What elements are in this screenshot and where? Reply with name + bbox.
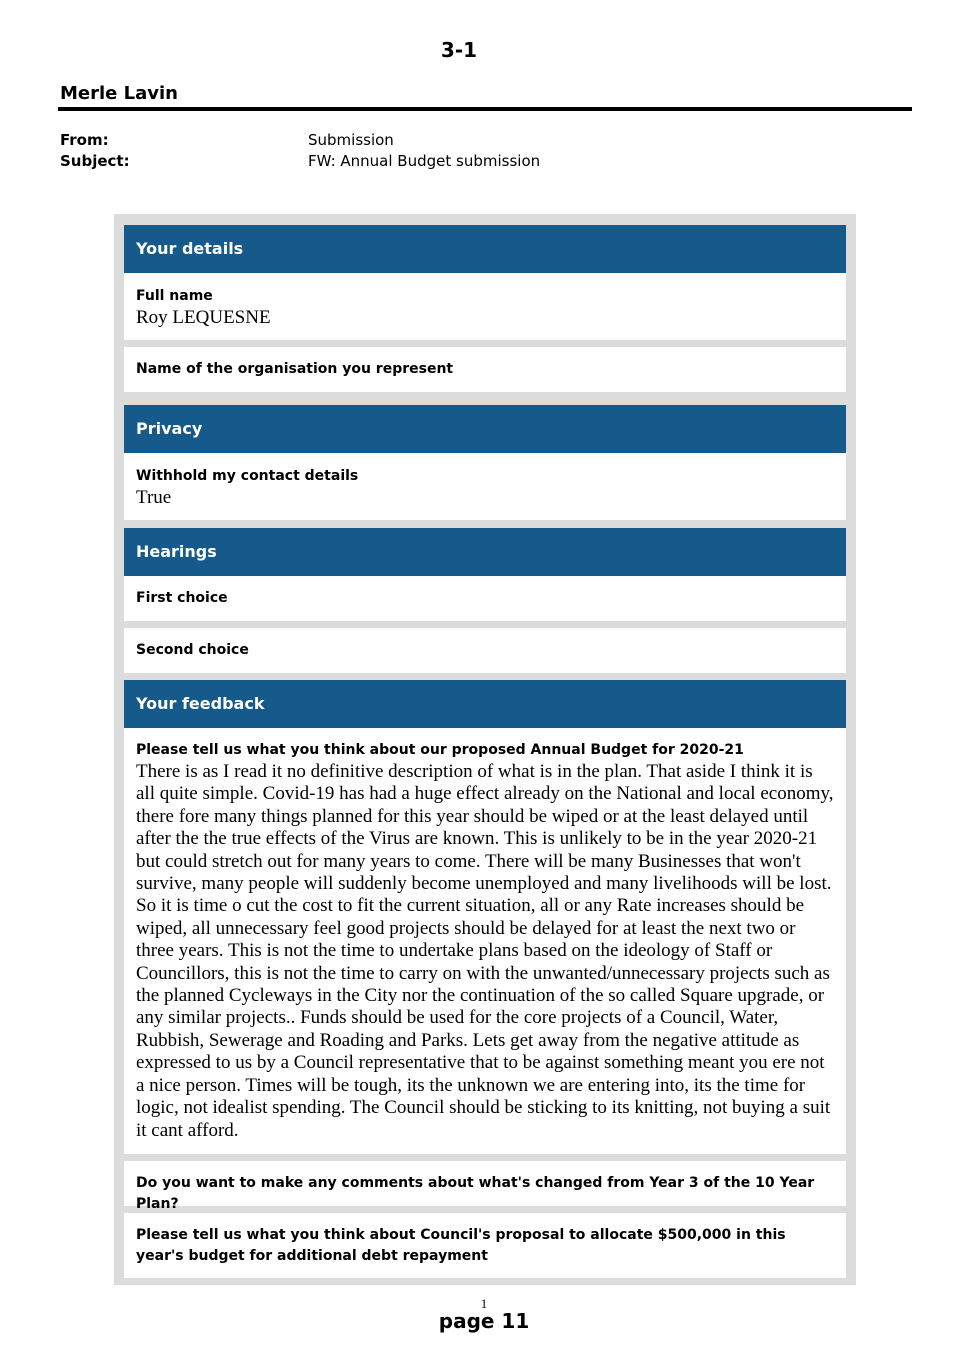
from-label: From: [60,131,109,149]
organisation-field [124,347,846,392]
subject-label: Subject: [60,152,130,170]
section-your-details: Your details [124,225,846,273]
email-sender: Merle Lavin [60,83,178,104]
page-label-top: 3-1 [440,38,478,62]
full-name-label: Full name [136,288,213,304]
year3-field [124,1161,846,1212]
withhold-value: True [136,487,172,508]
first-choice-field [124,576,846,621]
subject-row [60,151,540,172]
section-privacy: Privacy [124,405,846,453]
withhold-field [124,453,846,520]
second-choice-label: Second choice [136,642,249,658]
year3-question: Do you want to make any comments about what's changed from Year 3 of the 10 Year Plan? [136,1175,815,1212]
section-hearings: Hearings [124,528,846,576]
full-name-value: Roy LEQUESNE [136,307,271,328]
from-value: Submission [308,131,394,149]
page-number: 1 [480,1296,488,1311]
page-label-bottom: page 11 [438,1309,530,1333]
debt-question: Please tell us what you think about Council's proposal to allocate $500,000 in this year's budget for additional debt repayment [136,1227,786,1264]
second-choice-field [124,628,846,673]
from-row [60,130,394,151]
first-choice-label: First choice [136,590,228,606]
withhold-label: Withhold my contact details [136,468,359,484]
budget-feedback-field [124,728,846,1154]
debt-field [124,1213,846,1278]
header-rule [58,107,912,111]
full-name-field [124,273,846,340]
organisation-label: Name of the organisation you represent [136,361,454,377]
section-your-feedback: Your feedback [124,680,846,728]
subject-value: FW: Annual Budget submission [308,152,541,170]
budget-answer: There is as I read it no definitive description of what is in the plan. That aside I think it is all quite simple. Covid-19 has had a huge effect already on the National and local economy, there fore many things planned for this year should be wiped or at the least delayed until after the the true effects of the Virus are known. This is unlikely to be in the year 2020-21 but could stretch out for many years to come. There will be many Businesses that won't survive, many people will suddenly become unemployed and many livelihoods will be lost. So it is time o cut the cost to fit the current situation, all or any Rate increases should be wiped, all unnecessary feel good projects should be delayed for at least the next two or three years. This is not the time to undertake plans based on the ideology of Staff or Councillors, this is not the time to carry on with the unwanted/unnecessary projects such as the planned Cycleways in the City nor the continuation of the so called Square upgrade, or any similar projects.. Funds should be used for the core projects of a Council, Water, Rubbish, Sewerage and Roading and Parks. Lets get away from the negative attitude as expressed to us by a Council representative that to be against something meant you ere not a nice person. Times will be tough, its the unknown we are entering into, its the time for logic, not idealist spending. The Council should be sticking to its knitting, not buying a suit it cant afford. [136,761,834,1141]
budget-question: Please tell us what you think about our proposed Annual Budget for 2020-21 [136,742,744,758]
